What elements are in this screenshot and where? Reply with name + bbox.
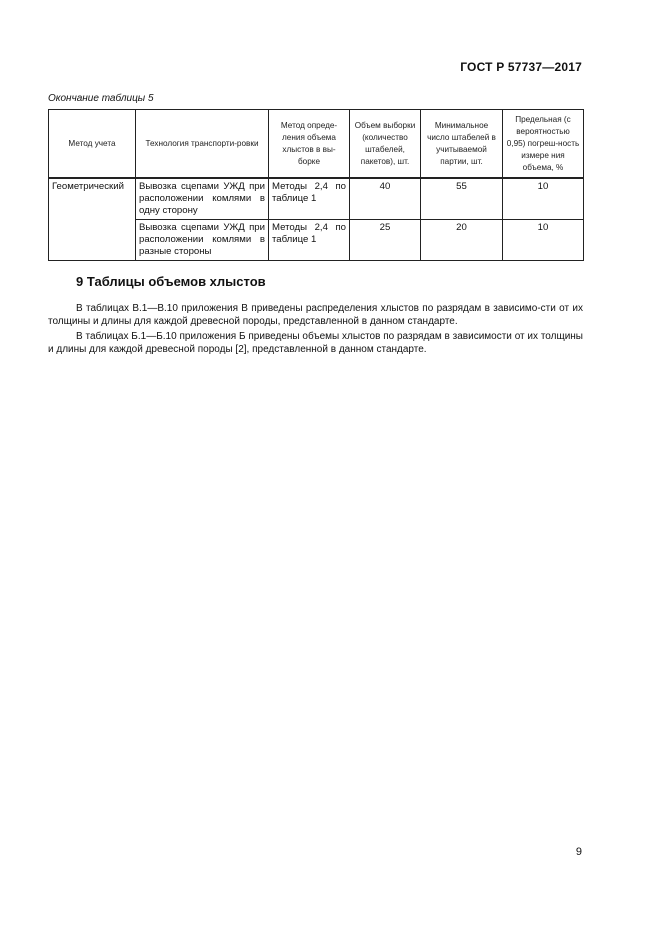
cell-technology: Вывозка сцепами УЖД при расположении комлями в одну сторону [136, 178, 269, 220]
table-header-row [49, 110, 584, 179]
page-number: 9 [575, 846, 582, 858]
col-header-min-stacks: Минимальное число штабелей в учитываемой партии, шт. [421, 110, 503, 179]
col-header-determination: Метод опреде-ления объема хлыстов в вы-борке [269, 110, 350, 179]
cell-technology: Вывозка сцепами УЖД при расположении комлями в разные стороны [136, 220, 269, 261]
cell-max-error: 10 [503, 220, 584, 261]
section-title: 9 Таблицы объемов хлыстов [76, 274, 266, 289]
cell-min-stacks: 55 [421, 178, 503, 220]
cell-min-stacks: 20 [421, 220, 503, 261]
paragraph: В таблицах Б.1—Б.10 приложения Б приведены объемы хлыстов по разрядам в зависимости от их толщины и длины для каждой древесной породы [2], представленной в данном стандарте. [48, 331, 583, 355]
col-header-max-error: Предельная (с вероятностью 0,95) погреш-ность измере ния объема, % [503, 110, 584, 179]
col-header-technology: Технология транспорти-ровки [136, 110, 269, 179]
table-row [49, 178, 584, 220]
table-caption: Окончание таблицы 5 [48, 93, 154, 104]
cell-max-error: 10 [503, 178, 584, 220]
cell-determination: Методы 2,4 по таблице 1 [269, 178, 350, 220]
col-header-sample-volume: Объем выборки (количество штабелей, пакетов), шт. [350, 110, 421, 179]
cell-determination: Методы 2,4 по таблице 1 [269, 220, 350, 261]
cell-sample-volume: 25 [350, 220, 421, 261]
col-header-method: Метод учета [49, 110, 136, 179]
paragraph: В таблицах В.1—В.10 приложения В приведены распределения хлыстов по разрядам в зависимо-сти от их толщины и длины для каждой древесной породы, представленной в данном стандарте. [48, 303, 583, 327]
table-5-end [48, 109, 584, 261]
standard-code: ГОСТ Р 57737—2017 [460, 60, 582, 74]
cell-sample-volume: 40 [350, 178, 421, 220]
cell-method: Геометрический [49, 178, 136, 261]
